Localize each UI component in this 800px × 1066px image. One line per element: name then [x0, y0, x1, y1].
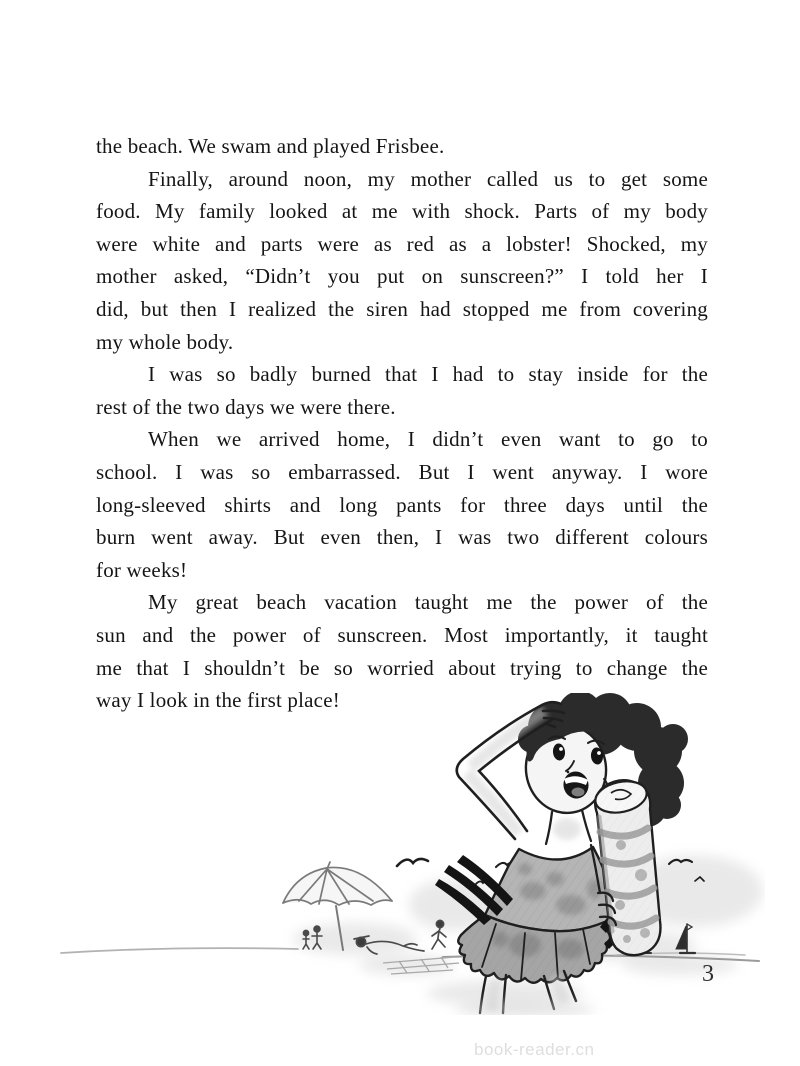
text-line: did, but then I realized the siren had stopped me from covering: [96, 296, 708, 321]
text-line: school. I was so embarrassed. But I went anyway. I wore: [96, 459, 708, 484]
watermark: book-reader.cn: [474, 1040, 595, 1059]
beach-illustration: [55, 693, 765, 1015]
text-line: food. My family looked at me with shock. Parts of my body: [96, 199, 708, 224]
text-line: I was so badly burned that I had to stay inside for the: [148, 362, 708, 387]
text-line: Finally, around noon, my mother called us to get some: [148, 166, 708, 191]
text-line: My great beach vacation taught me the power of the: [148, 590, 708, 615]
girl-neck: [546, 810, 591, 844]
text-line: burn went away. But even then, I was two different colours: [96, 525, 708, 550]
page-number: 3: [702, 961, 714, 987]
girl-hair-curl: [653, 791, 681, 819]
text-line: the beach. We swam and played Frisbee.: [96, 134, 445, 158]
text-line: sun and the power of sunscreen. Most importantly, it taught: [96, 622, 708, 647]
beach-illustration-svg: [55, 693, 765, 1015]
text-line: rest of the two days we were there.: [96, 394, 396, 419]
text-line: When we arrived home, I didn’t even want to go to: [148, 427, 708, 452]
text-line: my whole body.: [96, 329, 234, 354]
story-text: [96, 130, 708, 717]
text-line: for weeks!: [96, 557, 188, 582]
text-line: long-sleeved shirts and long pants for three days until the: [96, 492, 708, 517]
text-line: way I look in the first place!: [96, 688, 340, 713]
text-line: mother asked, “Didn’t you put on sunscreen?” I told her I: [96, 264, 708, 289]
text-line: were white and parts were as red as a lobster! Shocked, my: [96, 231, 708, 256]
text-line: me that I shouldn’t be so worried about trying to change the: [96, 655, 708, 680]
